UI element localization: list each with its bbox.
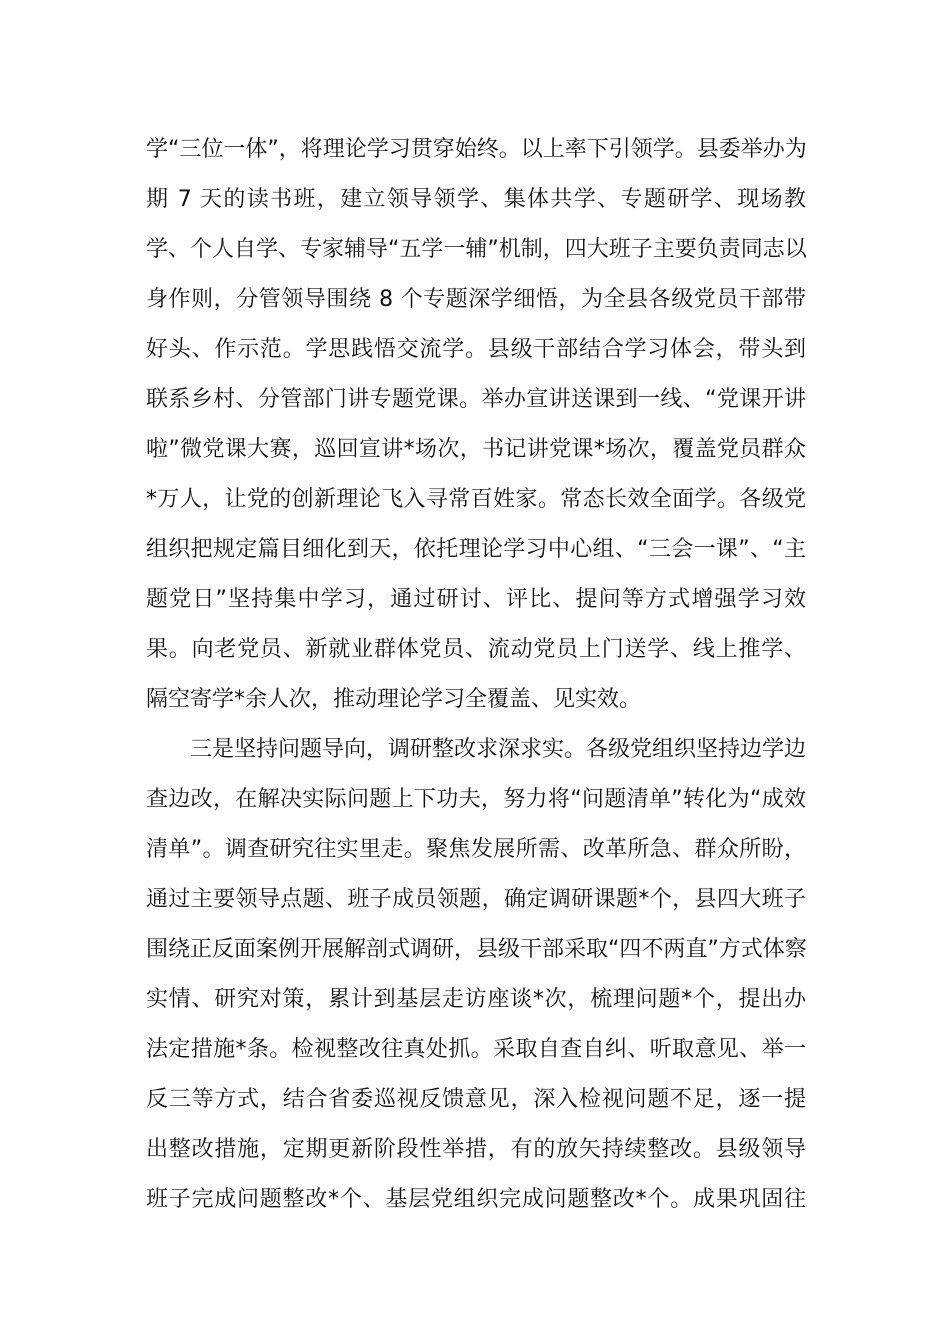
paragraph-1-line-10: 题党日”坚持集中学习，通过研讨、评比、提问等方式增强学习效 (146, 587, 806, 612)
paragraph-2-line-2: 查边改，在解决实际问题上下功夫，努力将“问题清单”转化为“成效 (146, 787, 806, 812)
paragraph-1-line-2: 期 7 天的读书班，建立领导领学、集体共学、专题研学、现场教 (146, 187, 806, 212)
paragraph-2-line-3: 清单”。调查研究往实里走。聚焦发展所需、改革所急、群众所盼， (146, 837, 806, 862)
paragraph-2-line-7: 法定措施*条。检视整改往真处抓。采取自查自纠、听取意见、举一 (146, 1037, 806, 1062)
paragraph-2-line-4: 通过主要领导点题、班子成员领题，确定调研课题*个，县四大班子 (146, 887, 806, 912)
paragraph-2-line-10: 班子完成问题整改*个、基层党组织完成问题整改*个。成果巩固往 (146, 1187, 806, 1212)
paragraph-1-line-1: 学“三位一体”，将理论学习贯穿始终。以上率下引领学。县委举办为 (146, 137, 807, 162)
paragraph-1-line-9: 组织把规定篇目细化到天，依托理论学习中心组、“三会一课”、“主 (146, 537, 806, 562)
paragraph-1-line-4: 身作则，分管领导围绕 8 个专题深学细悟，为全县各级党员干部带 (146, 287, 806, 312)
paragraph-2-line-9: 出整改措施，定期更新阶段性举措，有的放矢持续整改。县级领导 (146, 1137, 806, 1162)
paragraph-2-line-8: 反三等方式，结合省委巡视反馈意见，深入检视问题不足，逐一提 (146, 1087, 806, 1112)
paragraph-1-line-3: 学、个人自学、专家辅导“五学一辅”机制，四大班子主要负责同志以 (146, 237, 807, 262)
paragraph-2-line-6: 实情、研究对策，累计到基层走访座谈*次，梳理问题*个，提出办 (146, 987, 806, 1012)
paragraph-1-line-8: *万人，让党的创新理论飞入寻常百姓家。常态长效全面学。各级党 (146, 487, 806, 512)
paragraph-1-line-7: 啦”微党课大赛，巡回宣讲*场次，书记讲党课*场次，覆盖党员群众 (146, 437, 806, 462)
paragraph-1-line-11: 果。向老党员、新就业群体党员、流动党员上门送学、线上推学、 (146, 637, 806, 662)
paragraph-1-line-6: 联系乡村、分管部门讲专题党课。举办宣讲送课到一线、“党课开讲 (146, 387, 806, 412)
paragraph-1-line-5: 好头、作示范。学思践悟交流学。县级干部结合学习体会，带头到 (146, 337, 806, 362)
paragraph-2-line-5: 围绕正反面案例开展解剖式调研，县级干部采取“四不两直”方式体察 (146, 937, 807, 962)
paragraph-2-line-1: 三是坚持问题导向，调研整改求深求实。各级党组织坚持边学边 (190, 737, 807, 762)
paragraph-1-line-12: 隔空寄学*余人次，推动理论学习全覆盖、见实效。 (146, 687, 642, 712)
